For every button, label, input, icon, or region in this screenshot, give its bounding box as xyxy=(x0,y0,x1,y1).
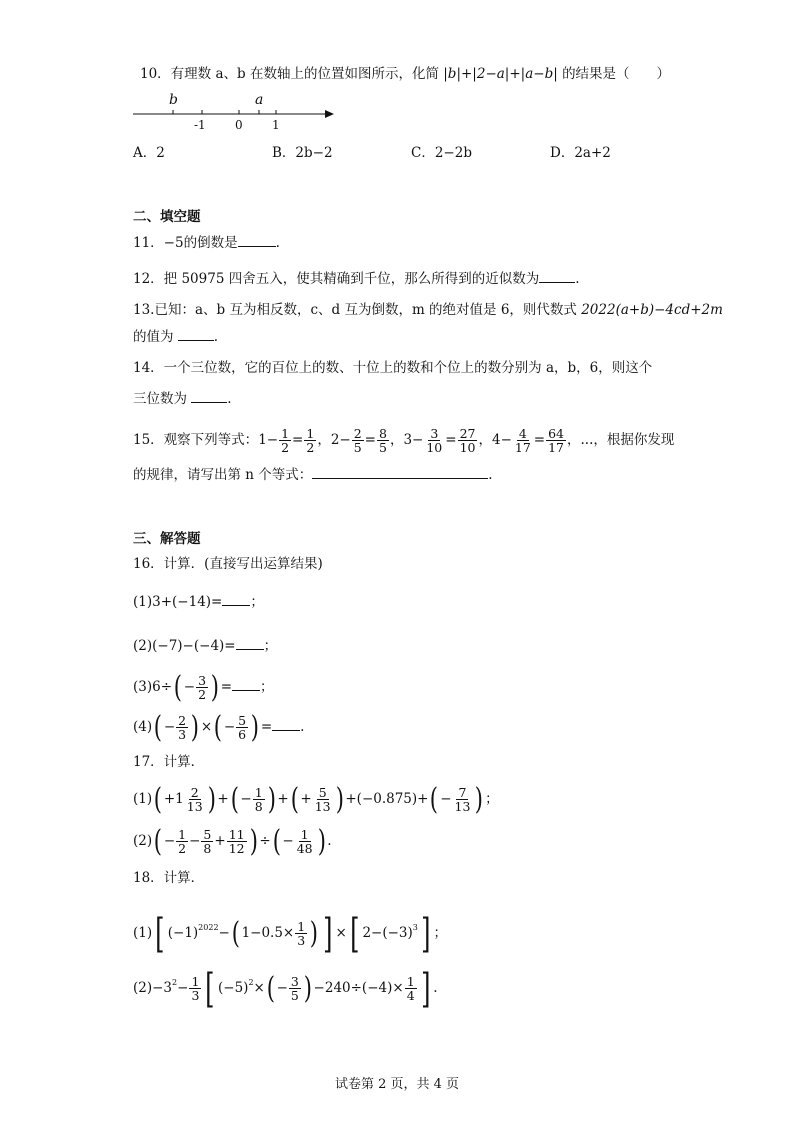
q13-text-2: 的值为 xyxy=(133,329,174,345)
frac-num: 7 xyxy=(458,785,467,800)
paren-close: ) xyxy=(317,823,326,859)
fraction xyxy=(352,427,364,454)
frac-num: 1 xyxy=(178,827,187,842)
page-footer: 试卷第 2 页，共 4 页 xyxy=(334,1077,460,1092)
frac-den: 17 xyxy=(514,440,531,455)
fraction xyxy=(236,714,248,741)
q10-tail: 的结果是（ ） xyxy=(562,66,671,82)
axis-label-b: b xyxy=(169,92,178,108)
q14-line1: 14．一个三位数，它的百位上的数、十位上的数和个位上的数分别为 a，b，6，则这个 xyxy=(133,360,653,376)
paren-close: ) xyxy=(190,709,200,745)
period: . xyxy=(300,719,305,735)
q13-text: 13.已知：a、b 互为相反数，c、d 互为倒数，m 的绝对值是 6，则代数式 xyxy=(133,302,577,318)
frac-den: 13 xyxy=(314,799,331,814)
eq-int: 3 xyxy=(403,432,413,448)
frac-num: 1 xyxy=(191,974,200,989)
frac-den: 13 xyxy=(454,799,471,814)
q15-text-2: 的规律，请写出第 n 个等式： xyxy=(133,467,313,483)
q10-option-c[interactable]: C．2−2b xyxy=(411,145,472,161)
q11-end: . xyxy=(275,235,280,251)
fraction xyxy=(196,674,208,701)
frac-num: 1 xyxy=(297,919,306,934)
paren-close: ) xyxy=(267,781,276,817)
exponent: 2 xyxy=(172,978,178,987)
q18-p1-tail: 2−(−3) xyxy=(362,925,413,941)
q12-end: . xyxy=(575,271,580,287)
q14-end: . xyxy=(227,391,232,407)
paren-open: ( xyxy=(266,970,275,1006)
eq-int: 4 xyxy=(491,432,501,448)
q15-end: . xyxy=(488,467,493,483)
q16-part1 xyxy=(133,591,264,612)
axis-label-a: a xyxy=(255,92,264,108)
fraction xyxy=(176,714,188,741)
paren-open: ( xyxy=(153,781,163,817)
q18-p2-label: (2) xyxy=(133,980,153,996)
frac-den: 10 xyxy=(426,440,443,455)
fraction xyxy=(201,828,213,855)
frac-num: 3 xyxy=(430,426,439,441)
q14-line2 xyxy=(133,388,232,409)
q12-blank[interactable] xyxy=(539,268,575,283)
frac-num: 5 xyxy=(318,785,327,800)
frac-num: 5 xyxy=(238,713,247,728)
q10-option-b[interactable]: B．2b−2 xyxy=(272,145,333,161)
q18-p1-mid: 1−0.5× xyxy=(241,925,295,941)
fraction xyxy=(295,828,315,855)
q13-blank[interactable] xyxy=(178,326,214,341)
frac-den: 5 xyxy=(378,440,387,455)
frac-den: 3 xyxy=(178,727,187,742)
semicolon: ； xyxy=(250,594,264,610)
bracket-close: ] xyxy=(420,965,431,1012)
frac-den: 17 xyxy=(548,440,564,455)
fraction xyxy=(279,427,291,454)
q16-part2 xyxy=(133,635,277,656)
frac-num: 3 xyxy=(198,673,207,688)
q11-blank[interactable] xyxy=(238,232,276,247)
frac-num: 8 xyxy=(378,426,387,441)
frac-num: 11 xyxy=(228,827,245,842)
frac-den: 13 xyxy=(186,799,203,814)
q18-part2: $(2)-3^2-$ $\frac{1}{3}$ [ $(-5)^2\times$( − $\frac{3}{5}$ ) −240÷(−4)× $\frac{1}{4}$ ] . xyxy=(133,965,438,1012)
q10-stem-text: 10．有理数 a、b 在数轴上的位置如图所示，化简 xyxy=(140,66,439,82)
number-line-arrow xyxy=(325,110,334,118)
fraction xyxy=(424,427,444,454)
paren-open: ( xyxy=(230,781,239,817)
frac-num: 1 xyxy=(254,785,263,800)
paren-close: ) xyxy=(210,669,219,705)
eq-int: 1 xyxy=(258,432,267,448)
frac-den: 48 xyxy=(296,841,313,856)
q15-line2 xyxy=(133,464,493,485)
frac-num: 2 xyxy=(353,426,362,441)
q11 xyxy=(133,232,280,253)
fraction xyxy=(289,975,301,1002)
q16-p1-blank[interactable] xyxy=(222,591,250,606)
fraction xyxy=(513,427,533,454)
frac-num: 4 xyxy=(518,426,527,441)
fraction xyxy=(377,427,389,454)
q15-eq-3: 3− $\frac{3}{10}$ = $\frac{27}{10}$ xyxy=(403,426,476,455)
q18-p2-mid: −240÷(−4)× xyxy=(313,980,404,996)
frac-num: 2 xyxy=(190,785,199,800)
section-fill-in: 二、填空题 xyxy=(133,209,201,225)
frac-num: 1 xyxy=(406,974,415,989)
q16-part3: (3)6÷( − $\frac{3}{2}$ ) = ； xyxy=(133,669,274,705)
axis-tick-1: 1 xyxy=(272,118,280,132)
eq-int: 2 xyxy=(330,432,340,448)
q16-part4: (4)( − $\frac{2}{3}$ ) ×( − $\frac{5}{6}$ ) = . xyxy=(133,709,305,745)
q16-p4-blank[interactable] xyxy=(272,716,300,731)
bracket-close: ] xyxy=(421,910,431,957)
axis-tick-0: 0 xyxy=(235,118,243,132)
exponent: 2 xyxy=(248,978,254,987)
q14-blank[interactable] xyxy=(191,388,227,403)
frac-den: 2 xyxy=(178,841,187,856)
bracket-open: [ xyxy=(155,910,165,957)
frac-num: 27 xyxy=(459,426,476,441)
fraction xyxy=(253,786,265,813)
q17-p1-label: (1) xyxy=(133,791,153,807)
q10-expression: |b|+|2−a|+|a−b| xyxy=(443,66,558,82)
frac-den: 8 xyxy=(203,841,212,856)
frac-num: 1 xyxy=(306,426,315,441)
exponent: 3 xyxy=(412,923,418,932)
paren-open: ( xyxy=(272,823,281,859)
fraction xyxy=(189,975,201,1002)
q16-p3-blank[interactable] xyxy=(232,676,260,691)
q13-expression: 2022(a+b)−4cd+2m xyxy=(581,302,723,318)
frac-num: 64 xyxy=(548,426,564,441)
paren-close: ) xyxy=(207,781,216,817)
fraction xyxy=(458,427,478,454)
paren-open: ( xyxy=(213,709,223,745)
frac-den: 3 xyxy=(191,988,200,1003)
q12 xyxy=(133,268,580,289)
q13-line1 xyxy=(133,300,723,320)
frac-den: 5 xyxy=(353,440,362,455)
q15-eq-2: 2− $\frac{2}{5}$ = $\frac{8}{5}$ xyxy=(330,426,387,455)
q17-title: 17．计算． xyxy=(133,754,205,770)
q10-stem xyxy=(140,64,670,84)
q17-part1: (1)( +1 $\frac{2}{13}$ ) +( − $\frac{1}{8}$ ) +( + $\frac{5}{13}$ ) +(−0.875)+( − $\frac{7}{13}$ ) ； xyxy=(133,781,499,817)
paren-close: ) xyxy=(250,709,260,745)
q15-blank[interactable] xyxy=(312,464,488,479)
q16-p1-text: (1)3+(−14)= xyxy=(133,594,223,610)
fraction xyxy=(295,920,307,947)
q14-text-2: 三位数为 xyxy=(133,391,187,407)
frac-num: 1 xyxy=(300,827,309,842)
q13-line2 xyxy=(133,326,218,347)
fraction xyxy=(405,975,417,1002)
q18-part1: (1)[ $(-1)^{2022}-$( 1−0.5× $\frac{1}{3}$ ) ] ×[ $2-(-3)^3$] ； xyxy=(133,910,447,957)
paren-close: ) xyxy=(309,915,319,951)
frac-num: 2 xyxy=(178,713,187,728)
frac-num: 5 xyxy=(203,827,212,842)
paren-close: ) xyxy=(303,970,312,1006)
semicolon: ； xyxy=(260,679,274,695)
frac-den: 2 xyxy=(306,440,315,455)
q18-p1-label: (1) xyxy=(133,925,153,941)
frac-den: 8 xyxy=(254,799,263,814)
frac-den: 5 xyxy=(290,988,299,1003)
q16-p2-blank[interactable] xyxy=(236,635,264,650)
paren-open: ( xyxy=(173,669,182,705)
q12-text: 12．把 50975 四舍五入，使其精确到千位，那么所得到的近似数为 xyxy=(133,271,540,287)
q15-line1: 15．观察下列等式：1− $\frac{1}{2}$ = $\frac{1}{2}$ ，2− $\frac{2}{5}$ = $\frac{8}{5}$ ，3− $\frac{3}{10}$ = $\frac{27}{10}$ ，4− $\frac{4}{17}$ = $\frac{64}{17}$ ，...，根据你发现 xyxy=(133,426,675,455)
bracket-close: ] xyxy=(323,910,333,957)
semicolon: ； xyxy=(263,638,278,654)
frac-num: 1 xyxy=(281,426,290,441)
q17-p2-label: (2) xyxy=(133,833,153,849)
fraction xyxy=(453,786,473,813)
paren-close: ) xyxy=(249,823,258,859)
q15-eq-4: 4− $\frac{4}{17}$ = $\frac{64}{17}$ xyxy=(491,426,564,455)
frac-den: 10 xyxy=(459,440,476,455)
section-solve: 三、解答题 xyxy=(133,531,201,547)
q15-eq-1: 1− $\frac{1}{2}$ = $\frac{1}{2}$ xyxy=(258,426,315,455)
paren-open: ( xyxy=(153,823,163,859)
fraction xyxy=(176,828,188,855)
q17-part2: (2)( − $\frac{1}{2}$ − $\frac{5}{8}$ + $\frac{11}{12}$ ) ÷( − $\frac{1}{48}$ ) . xyxy=(133,823,332,859)
fraction xyxy=(313,786,333,813)
fraction xyxy=(546,427,566,454)
fraction xyxy=(185,786,205,813)
bracket-open: [ xyxy=(349,910,360,957)
q17-p1-mid: +(−0.875)+ xyxy=(345,791,429,807)
frac-den: 4 xyxy=(406,988,415,1003)
q10-option-a[interactable]: A．2 xyxy=(133,145,165,161)
q16-p3-text: (3)6÷ xyxy=(133,679,173,695)
frac-den: 3 xyxy=(297,933,306,948)
q11-text: 11．−5的倒数是 xyxy=(133,235,238,251)
frac-num: 3 xyxy=(290,974,299,989)
bracket-open: [ xyxy=(205,965,215,1012)
paren-open: ( xyxy=(231,915,240,951)
q18-title: 18．计算． xyxy=(133,870,205,886)
exponent: 2022 xyxy=(198,923,219,932)
paren-open: ( xyxy=(290,781,299,817)
axis-tick-minus-1: -1 xyxy=(194,118,206,132)
q10-option-d[interactable]: D．2a+2 xyxy=(550,145,611,161)
paren-close: ) xyxy=(475,781,484,817)
q15-prefix: 15．观察下列等式： xyxy=(133,432,259,448)
frac-den: 6 xyxy=(238,727,247,742)
q16-p2-text: (2)(−7)−(−4)= xyxy=(133,638,236,654)
fraction xyxy=(304,427,316,454)
frac-den: 2 xyxy=(281,440,290,455)
paren-open: ( xyxy=(153,709,163,745)
paren-open: ( xyxy=(430,781,439,817)
fraction xyxy=(227,828,247,855)
q13-end: . xyxy=(213,329,219,345)
q18-p2-pre: −3 xyxy=(152,980,173,996)
frac-den: 12 xyxy=(228,841,245,856)
frac-den: 2 xyxy=(198,687,207,702)
paren-close: ) xyxy=(335,781,344,817)
q15-suffix: ，...，根据你发现 xyxy=(567,432,675,448)
q16-title: 16．计算．(直接写出运算结果) xyxy=(133,556,323,572)
